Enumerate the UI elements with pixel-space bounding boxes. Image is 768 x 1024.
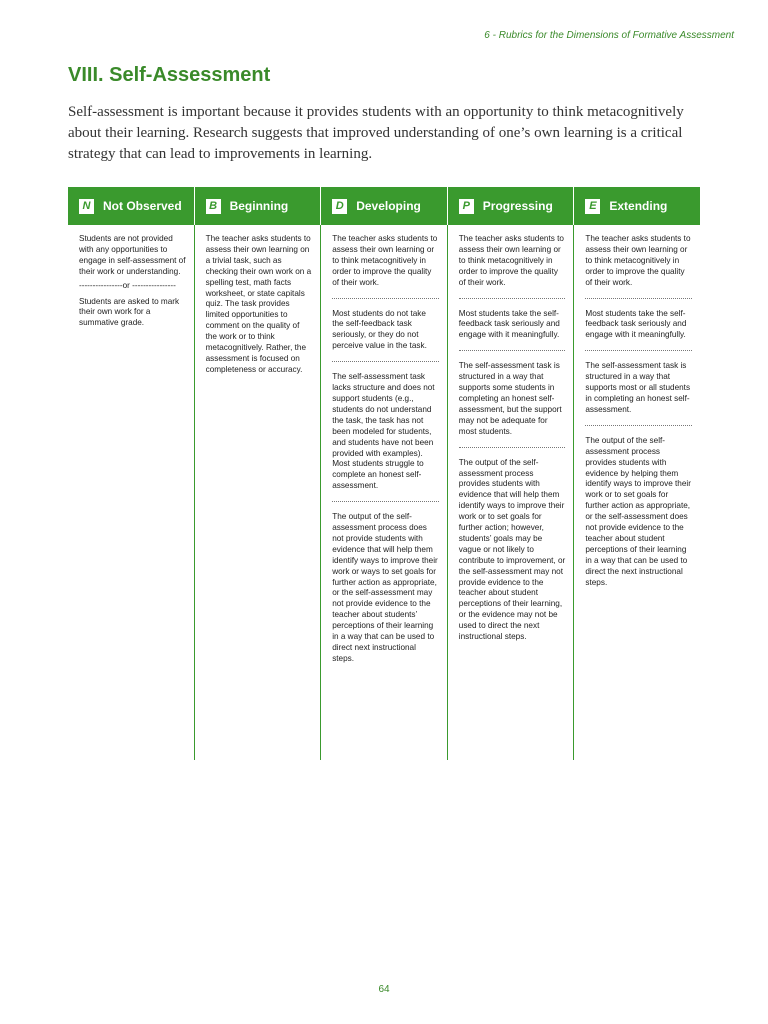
header-extending: [573, 187, 700, 225]
descriptor-text: The output of the self-assessment process provides students with evidence that will help them identify ways to improve their work or to set goals for further action; however, students’ goals may be vague or not likely to contribute to improvement, or the self-assessment may not provide evidence to the teacher about student perceptions of their learning, or the evidence may not be used to direct the next instructional steps.: [458, 457, 566, 642]
descriptor-text: The teacher asks students to assess their own learning or to think metacognitively in order to improve the quality of their work.: [585, 234, 691, 287]
level-badge-p: P: [459, 199, 474, 214]
column-beginning: [194, 225, 321, 760]
column-not-observed: [68, 225, 194, 760]
header-beginning: [194, 187, 321, 225]
level-label: Developing: [356, 199, 421, 213]
level-label: Not Observed: [103, 199, 182, 213]
descriptor-text: Most students take the self-feedback task seriously and engage with it meaningfully.: [458, 308, 560, 340]
dotted-divider: [332, 298, 439, 299]
page-number: 64: [378, 984, 390, 995]
or-separator: ----------------or ----------------: [79, 280, 176, 290]
descriptor-text: The self-assessment task is structured in a way that supports most or all students in completing an honest self-assessment.: [585, 361, 691, 414]
descriptor-text: The self-assessment task lacks structure and does not support students (e.g., students do not understand the task, the task has not been modeled for students, and students have not been provided with examples). Most students struggle to complete an honest self-assessment.: [332, 372, 435, 491]
level-badge-b: B: [206, 199, 221, 214]
descriptor-text: Students are not provided with any opportunities to engage in self-assessment of their work or understanding.: [79, 234, 186, 276]
descriptor-text: The teacher asks students to assess their own learning on a trivial task, such as checking their own work on a spelling test, math facts worksheet, or state capitals quiz. The task provides limited opportunities to comment on the quality of the work or to think metacognitively. Rather, the assessment is focused on completeness or accuracy.: [205, 234, 312, 374]
descriptor-text: The teacher asks students to assess their own learning or to think metacognitively in order to improve the quality of their work.: [458, 234, 564, 287]
running-header: 6 - Rubrics for the Dimensions of Formative Assessment: [484, 30, 734, 41]
dotted-divider: [459, 447, 566, 448]
level-label: Extending: [609, 199, 668, 213]
level-label: Beginning: [229, 199, 289, 213]
intro-paragraph: Self-assessment is important because it provides students with an opportunity to think metacognitively about their learning. Research suggests that improved understanding of one’s own learning is a critical strategy that can lead to improvements in learning.: [68, 104, 684, 162]
dotted-divider: [585, 298, 692, 299]
header-not-observed: [68, 187, 194, 225]
descriptor-text: Most students take the self-feedback task seriously and engage with it meaningfully.: [585, 308, 687, 340]
section-title: VIII. Self-Assessment: [68, 64, 271, 86]
descriptor-text: Most students do not take the self-feedback task seriously, or they do not perceive value in the task.: [332, 308, 427, 351]
dotted-divider: [585, 425, 692, 426]
level-badge-d: D: [332, 199, 347, 214]
header-developing: [320, 187, 447, 225]
descriptor-text: The self-assessment task is structured in a way that supports some students in completing an honest self-assessment, but the support may not be adequate for most students.: [458, 361, 562, 436]
descriptor-text: The teacher asks students to assess their own learning or to think metacognitively in order to improve the quality of their work.: [332, 234, 438, 287]
dotted-divider: [585, 350, 692, 351]
rubric-header-row: [68, 187, 700, 225]
dotted-divider: [332, 501, 439, 502]
dotted-divider: [332, 361, 439, 362]
rubric-body-row: [68, 225, 700, 760]
dotted-divider: [459, 298, 566, 299]
level-badge-n: N: [79, 199, 94, 214]
column-progressing: [447, 225, 574, 760]
descriptor-text: The output of the self-assessment process provides students with evidence by helping them identify ways to improve their work or to set goals for further action as appropriate, or the self-assessment does not provide evidence to the teacher about student perceptions of their learning in a way that can be used to direct the next instructional steps.: [585, 435, 691, 587]
dotted-divider: [459, 350, 566, 351]
level-label: Progressing: [482, 199, 553, 213]
rubric-table: [68, 187, 700, 760]
column-developing: [320, 225, 447, 760]
column-extending: [573, 225, 700, 760]
level-badge-e: E: [585, 199, 600, 214]
descriptor-text: The output of the self-assessment process does not provide students with evidence that will help them identify ways to improve their work or ways to set goals for further action as appropriate, or the self-assessment may not provide evidence to the teacher about students’ perceptions of their learning in a way that can be used to direct next instructional steps.: [332, 512, 438, 663]
header-progressing: [447, 187, 574, 225]
descriptor-text: Students are asked to mark their own work for a summative grade.: [79, 296, 180, 328]
